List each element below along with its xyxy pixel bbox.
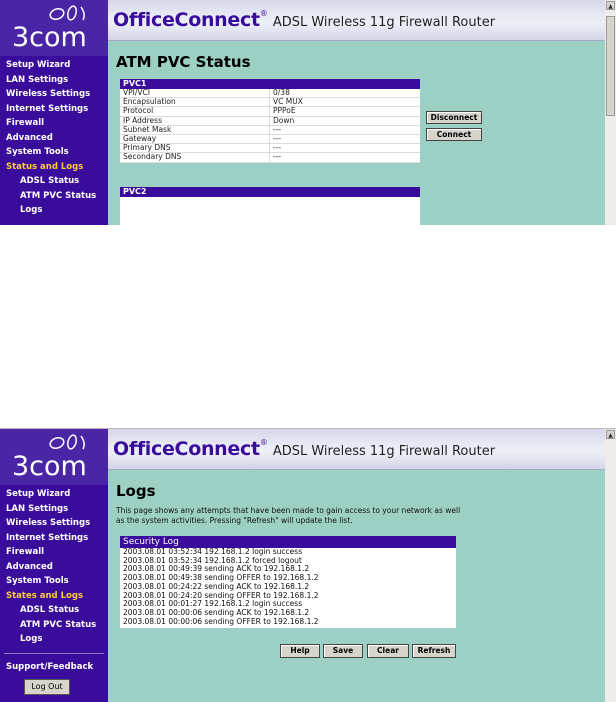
row-label: Encapsulation: [120, 98, 270, 107]
scrollbar-thumb[interactable]: [606, 16, 615, 116]
page-title: Logs: [116, 482, 156, 500]
row-value: ---: [270, 135, 421, 144]
vertical-scrollbar[interactable]: [605, 429, 616, 702]
product-description: ADSL Wireless 11g Firewall Router: [272, 444, 496, 459]
nav-system-tools[interactable]: System Tools: [6, 147, 69, 157]
nav-advanced[interactable]: Advanced: [6, 561, 53, 572]
row-label: Gateway: [120, 135, 270, 144]
page-title: ATM PVC Status: [116, 53, 251, 71]
table-row: [120, 98, 420, 107]
screenshot-atm-pvc-status: [0, 0, 616, 225]
nav-wireless-settings[interactable]: Wireless Settings: [6, 518, 91, 528]
nav-status-and-logs[interactable]: Status and Logs: [6, 161, 84, 172]
list-item: 2003.08.01 00:49:39 sending ACK to 192.168.1.2: [123, 564, 310, 574]
disconnect-button[interactable]: Disconnect: [426, 111, 482, 124]
nav-internet-settings[interactable]: Internet Settings: [6, 532, 89, 543]
pvc2-panel: [120, 187, 420, 225]
list-item: 2003.08.01 03:52:34 192.168.1.2 forced logout: [123, 555, 302, 565]
nav-logs[interactable]: Logs: [20, 634, 43, 644]
list-item: 2003.08.01 00:00:06 sending ACK to 192.168.1.2: [123, 607, 310, 617]
refresh-button[interactable]: Refresh: [412, 644, 456, 658]
security-log-header: Security Log: [120, 536, 456, 548]
product-title: [113, 438, 495, 460]
table-row: [120, 107, 420, 116]
page-description: This page shows any attempts that have been made to gain access to your network as well as the system activities. Pressing "Refresh" will update the list.: [116, 506, 461, 525]
nav-support-feedback[interactable]: Support/Feedback: [6, 661, 94, 672]
row-value: ---: [270, 153, 421, 162]
table-row: [120, 116, 420, 125]
product-description: ADSL Wireless 11g Firewall Router: [272, 15, 496, 30]
pvc1-panel: [120, 79, 420, 163]
nav-logs[interactable]: Logs: [20, 205, 43, 215]
sidebar: [0, 429, 108, 702]
table-row: [120, 153, 420, 162]
row-value: PPPoE: [270, 107, 421, 116]
logout-button[interactable]: Log Out: [24, 679, 70, 695]
list-item: 2003.08.01 00:24:22 sending ACK to 192.168.1.2: [123, 581, 310, 591]
3com-logo: [0, 429, 108, 485]
registered-mark: ®: [259, 9, 268, 18]
nav-system-tools[interactable]: System Tools: [6, 576, 69, 586]
sidebar-nav: [0, 58, 108, 218]
product-title: [113, 9, 495, 31]
connect-button[interactable]: Connect: [426, 128, 482, 141]
row-label: IP Address: [120, 116, 270, 125]
nav-setup-wizard[interactable]: Setup Wizard: [6, 60, 71, 70]
3com-logo: [0, 0, 108, 56]
nav-atm-pvc-status[interactable]: ATM PVC Status: [20, 190, 97, 201]
nav-setup-wizard[interactable]: Setup Wizard: [6, 489, 71, 499]
row-label: Primary DNS: [120, 144, 270, 153]
nav-adsl-status[interactable]: ADSL Status: [20, 176, 80, 186]
pvc1-table: [120, 89, 420, 163]
clear-button[interactable]: Clear: [367, 644, 409, 658]
nav-lan-settings[interactable]: LAN Settings: [6, 74, 69, 85]
logo-rings-icon: [48, 4, 94, 22]
main-content: [108, 41, 605, 225]
nav-lan-settings[interactable]: LAN Settings: [6, 503, 69, 514]
row-value: Down: [270, 116, 421, 125]
nav-internet-settings[interactable]: Internet Settings: [6, 103, 89, 114]
row-value: ---: [270, 144, 421, 153]
page-header: [108, 0, 605, 41]
main-content: [108, 470, 605, 702]
nav-atm-pvc-status[interactable]: ATM PVC Status: [20, 619, 97, 630]
row-value: ---: [270, 125, 421, 134]
product-name: OfficeConnect: [113, 438, 260, 460]
page-header: [108, 429, 605, 470]
brand-name: 3com: [12, 451, 87, 482]
brand-name: 3com: [12, 22, 87, 53]
screenshot-logs: [0, 428, 616, 702]
nav-firewall[interactable]: Firewall: [6, 118, 45, 128]
sidebar-nav: [0, 487, 108, 674]
pvc2-header: PVC2: [120, 187, 420, 197]
list-item: 2003.08.01 00:24:20 sending OFFER to 192.168.1.2: [123, 590, 319, 600]
security-log-panel: [120, 536, 456, 628]
save-button[interactable]: Save: [323, 644, 363, 658]
row-value: 0/38: [270, 89, 421, 98]
list-item: 2003.08.01 00:49:38 sending OFFER to 192.168.1.2: [123, 573, 319, 583]
nav-divider: [4, 653, 104, 654]
pvc1-header: PVC1: [120, 79, 420, 89]
row-value: VC MUX: [270, 98, 421, 107]
list-item: 2003.08.01 03:52:34 192.168.1.2 login success: [123, 547, 303, 556]
security-log-list: [120, 548, 456, 626]
nav-firewall[interactable]: Firewall: [6, 547, 45, 557]
list-item: 2003.08.01 00:00:06 sending OFFER to 192.168.1.2: [123, 616, 319, 626]
row-label: VPI/VCI: [120, 89, 270, 98]
list-item: 2003.08.01 00:01:27 192.168.1.2 login success: [123, 599, 303, 609]
nav-adsl-status[interactable]: ADSL Status: [20, 605, 80, 615]
row-label: Protocol: [120, 107, 270, 116]
logo-rings-icon: [48, 433, 94, 451]
nav-wireless-settings[interactable]: Wireless Settings: [6, 89, 91, 99]
sidebar: [0, 0, 108, 225]
product-name: OfficeConnect: [113, 9, 260, 31]
scroll-up-icon[interactable]: ▲: [606, 1, 615, 10]
nav-advanced[interactable]: Advanced: [6, 132, 53, 143]
row-label: Subnet Mask: [120, 125, 270, 134]
registered-mark: ®: [259, 438, 268, 447]
vertical-scrollbar[interactable]: [605, 0, 616, 225]
table-row: [120, 125, 420, 134]
nav-states-and-logs[interactable]: States and Logs: [6, 590, 83, 601]
row-label: Secondary DNS: [120, 153, 270, 162]
help-button[interactable]: Help: [280, 644, 320, 658]
scroll-up-icon[interactable]: ▲: [606, 430, 615, 439]
